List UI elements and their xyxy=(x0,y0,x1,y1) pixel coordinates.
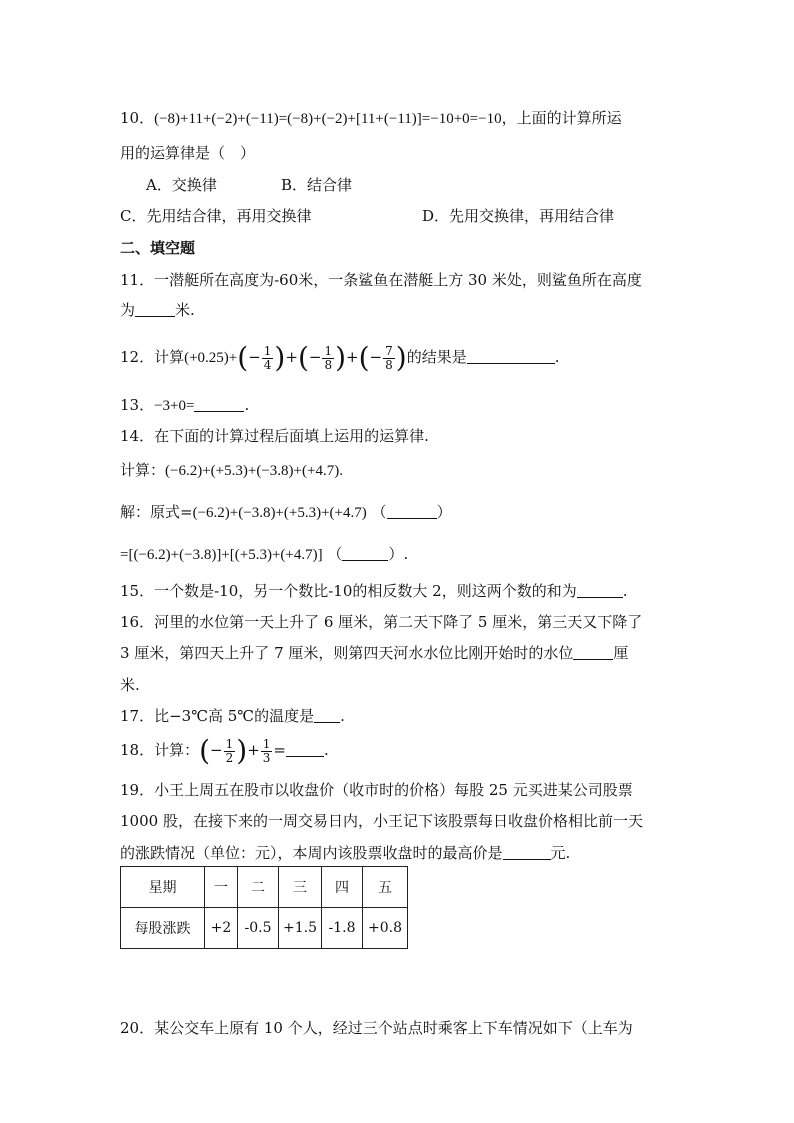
q14-line2 xyxy=(120,460,343,481)
q12-fraction-1: $\frac{1}{4}$ xyxy=(263,343,272,372)
table-cell: +1.5 xyxy=(279,908,322,949)
q10-line2: 用的运算律是（ ） xyxy=(120,144,256,162)
answer-blank[interactable] xyxy=(573,645,613,660)
q14-end: . xyxy=(403,545,409,563)
paren-open: （ xyxy=(371,503,387,521)
q13-lead: 13． xyxy=(120,396,155,414)
q14-line3 xyxy=(120,502,452,523)
q12-end: . xyxy=(554,348,560,366)
q11-line2 xyxy=(120,300,195,320)
q12-fraction-2: $\frac{1}{8}$ xyxy=(324,343,333,372)
q18-end: . xyxy=(323,741,329,759)
q17-text: 17．比−3℃高 5℃的温度是 xyxy=(120,707,315,725)
q10-expression: (−8)+11+(−2)+(−11)=(−8)+(−2)+[11+(−11)]=−10+0=−10 xyxy=(154,111,502,127)
q10-option-d[interactable]: D．先用交换律，再用结合律 xyxy=(422,207,615,225)
q10-number: 10． xyxy=(120,109,155,127)
table-cell: 星期 xyxy=(121,867,205,908)
q16-line3: 米. xyxy=(120,676,140,694)
q13-line xyxy=(120,395,249,416)
paren-close: ） xyxy=(436,503,452,521)
q15-line xyxy=(120,581,628,601)
answer-blank[interactable] xyxy=(286,742,324,757)
q11-text-b: 米. xyxy=(175,301,195,319)
q18-lead: 18．计算： xyxy=(120,741,200,759)
q20-line1: 20．某公交车上原有 10 个人，经过三个站点时乘客上下车情况如下（上车为 xyxy=(120,1019,633,1037)
q11-text-a: 为 xyxy=(120,301,136,319)
q10-option-c[interactable]: C．先用结合律，再用交换律 xyxy=(120,207,312,225)
q12-line: 12．计算(+0.25)+(− $\frac{1}{4}$ )+(− $\frac{1}{8}$ )+(− $\frac{7}{8}$ )的结果是 . xyxy=(120,341,560,374)
q18-fraction-2: $\frac{1}{3}$ xyxy=(262,736,271,765)
q18-line: 18．计算：(− $\frac{1}{2}$ )+ $\frac{1}{3}$ = . xyxy=(120,734,329,767)
section-heading: 二、填空题 xyxy=(120,239,196,257)
table-cell: 每股涨跌 xyxy=(121,908,205,949)
q16-line1: 16．河里的水位第一天上升了 6 厘米，第二天下降了 5 厘米，第三天又下降了 xyxy=(120,613,643,631)
paren-close: ） xyxy=(388,545,404,563)
paren-open: （ xyxy=(327,545,343,563)
table-cell: -1.8 xyxy=(322,908,363,949)
q10-option-b[interactable]: B．结合律 xyxy=(281,176,353,194)
q19-line1: 19．小王上周五在股市以收盘价（收市时的价格）每股 25 元买进某公司股票 xyxy=(120,781,633,799)
answer-blank[interactable] xyxy=(467,349,555,364)
q19-text-b: 元. xyxy=(550,844,571,862)
q16-text-a: 3 厘米，第四天上升了 7 厘米，则第四天河水水位比刚开始时的水位 xyxy=(120,644,574,662)
q16-line2 xyxy=(120,643,628,663)
q17-end: . xyxy=(340,707,345,725)
q15-text: 15．一个数是-10，另一个数比-10的相反数大 2，则这两个数的和为 xyxy=(120,582,577,600)
q18-fraction-1: $\frac{1}{2}$ xyxy=(225,736,234,765)
q14-solution-lead: 解：原式= xyxy=(120,503,193,521)
stock-change-table xyxy=(120,866,408,949)
table-cell: +0.8 xyxy=(363,908,408,949)
q14-calc-lead: 计算： xyxy=(120,461,166,479)
q15-end: . xyxy=(622,582,628,600)
answer-blank[interactable] xyxy=(503,845,551,860)
table-cell: 四 xyxy=(322,867,363,908)
answer-blank[interactable] xyxy=(135,302,175,317)
q10-line1 xyxy=(120,108,622,129)
q14-line4 xyxy=(120,544,408,565)
table-cell: 二 xyxy=(238,867,279,908)
answer-blank[interactable] xyxy=(387,504,437,519)
table-cell: 三 xyxy=(279,867,322,908)
q13-end: . xyxy=(244,396,250,414)
q14-step2-expression: =[(−6.2)+(−3.8)]+[(+5.3)+(+4.7)] xyxy=(120,547,323,563)
q10-options-cd xyxy=(120,206,615,226)
table-cell: +2 xyxy=(205,908,238,949)
q17-line xyxy=(120,706,345,726)
answer-blank[interactable] xyxy=(577,583,623,598)
table-cell: 五 xyxy=(363,867,408,908)
table-header-row xyxy=(121,867,408,908)
q16-text-b: 厘 xyxy=(613,644,629,662)
q11-line1: 11．一潜艇所在高度为-60米，一条鲨鱼在潜艇上方 30 米处，则鲨鱼所在高度 xyxy=(120,271,642,289)
q14-line1: 14．在下面的计算过程后面填上运用的运算律. xyxy=(120,427,429,445)
q14-step1-expression: (−6.2)+(−3.8)+(+5.3)+(+4.7) xyxy=(192,505,367,521)
table-cell: 一 xyxy=(205,867,238,908)
q12-fraction-3: $\frac{7}{8}$ xyxy=(385,343,393,372)
q12-term1: (+0.25)+ xyxy=(184,350,238,366)
q19-text-a: 的涨跌情况（单位：元），本周内该股票收盘时的最高价是 xyxy=(120,844,503,862)
q10-options-ab xyxy=(146,175,353,195)
answer-blank[interactable] xyxy=(194,397,244,412)
q12-lead: 12．计算 xyxy=(120,348,185,366)
table-row xyxy=(121,908,408,949)
table-cell: -0.5 xyxy=(238,908,279,949)
q19-line3 xyxy=(120,843,570,863)
q10-text: ，上面的计算所运 xyxy=(501,109,622,127)
q14-calc-expression: (−6.2)+(+5.3)+(−3.8)+(+4.7). xyxy=(165,463,343,479)
answer-blank[interactable] xyxy=(342,546,388,561)
q19-line2: 1000 股，在接下来的一周交易日内，小王记下该股票每日收盘价格相比前一天 xyxy=(120,812,643,830)
answer-blank[interactable] xyxy=(314,708,340,723)
q13-expression: −3+0= xyxy=(154,398,195,414)
q18-equals: = xyxy=(273,741,286,759)
q12-text: 的结果是 xyxy=(406,348,467,366)
q10-option-a[interactable]: A．交换律 xyxy=(146,176,217,194)
